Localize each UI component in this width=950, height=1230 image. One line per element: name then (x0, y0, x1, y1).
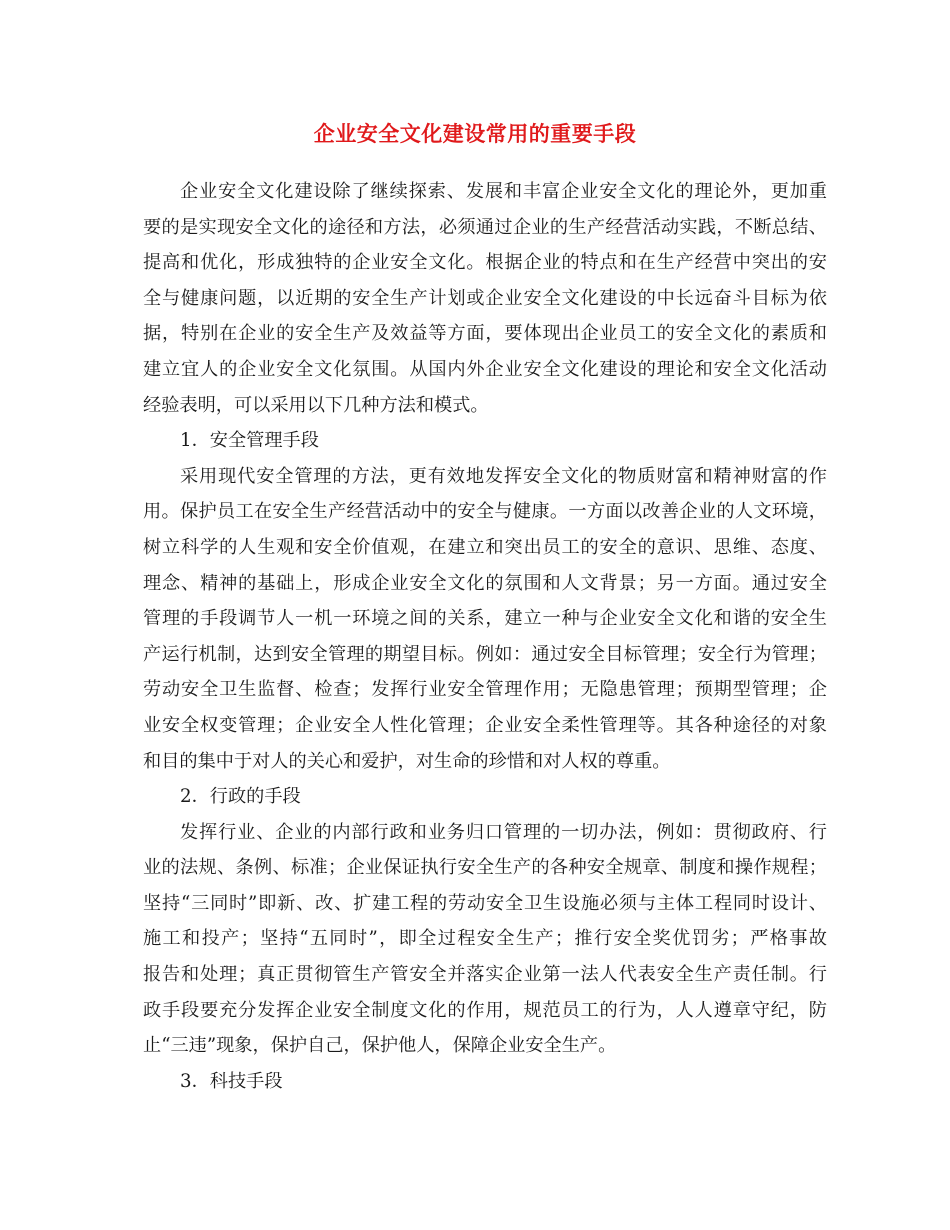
section-heading: 2．行政的手段 (180, 786, 301, 808)
paragraph-line: 用。保护员工在安全生产经营活动中的安全与健康。一方面以改善企业的人文环境， (143, 501, 827, 523)
paragraph-line: 发挥行业、企业的内部行政和业务归口管理的一切办法，例如：贯彻政府、行 (180, 821, 827, 843)
paragraph-line: 止“三违”现象，保护自己，保护他人，保障企业安全生产。 (143, 1035, 617, 1057)
paragraph-line: 管理的手段调节人一机一环境之间的关系，建立一种与企业安全文化和谐的安全生 (143, 608, 827, 630)
paragraph-line: 采用现代安全管理的方法，更有效地发挥安全文化的物质财富和精神财富的作 (180, 465, 827, 487)
document-title: 企业安全文化建设常用的重要手段 (313, 121, 637, 146)
paragraph-line: 业安全权变管理；企业安全人性化管理；企业安全柔性管理等。其各种途径的对象 (143, 714, 827, 736)
paragraph-line: 坚持“三同时”即新、改、扩建工程的劳动安全卫生设施必须与主体工程同时设计、 (143, 892, 827, 914)
paragraph-line: 劳动安全卫生监督、检查；发挥行业安全管理作用；无隐患管理；预期型管理；企 (143, 679, 827, 701)
paragraph-line: 提高和优化，形成独特的企业安全文化。根据企业的特点和在生产经营中突出的安 (143, 252, 827, 274)
paragraph-line: 业的法规、条例、标准；企业保证执行安全生产的各种安全规章、制度和操作规程； (143, 857, 827, 879)
paragraph-line: 建立宜人的企业安全文化氛围。从国内外企业安全文化建设的理论和安全文化活动 (143, 358, 827, 380)
paragraph-line: 产运行机制，达到安全管理的期望目标。例如：通过安全目标管理；安全行为管理； (143, 643, 827, 665)
paragraph-line: 树立科学的人生观和安全价值观，在建立和突出员工的安全的意识、思维、态度、 (143, 536, 827, 558)
section-heading: 3．科技手段 (180, 1070, 283, 1092)
paragraph-line: 据，特别在企业的安全生产及效益等方面，要体现出企业员工的安全文化的素质和 (143, 323, 827, 345)
paragraph-line: 企业安全文化建设除了继续探索、发展和丰富企业安全文化的理论外，更加重 (180, 181, 827, 202)
paragraph-line: 要的是实现安全文化的途径和方法，必须通过企业的生产经营活动实践，不断总结、 (143, 216, 827, 238)
paragraph-line: 和目的集中于对人的关心和爱护，对生命的珍惜和对人权的尊重。 (143, 750, 671, 772)
section-heading: 1．安全管理手段 (180, 430, 319, 452)
paragraph-line: 经验表明，可以采用以下几种方法和模式。 (143, 394, 489, 416)
paragraph-line: 全与健康问题，以近期的安全生产计划或企业安全文化建设的中长远奋斗目标为依 (143, 287, 827, 309)
paragraph-line: 报告和处理；真正贯彻管生产管安全并落实企业第一法人代表安全生产责任制。行 (143, 964, 827, 986)
document-body (143, 174, 827, 1099)
paragraph-line: 政手段要充分发挥企业安全制度文化的作用，规范员工的行为，人人遵章守纪，防 (143, 999, 827, 1021)
paragraph-line: 理念、精神的基础上，形成企业安全文化的氛围和人文背景；另一方面。通过安全 (143, 572, 827, 594)
paragraph-line: 施工和投产；坚持“五同时”，即全过程安全生产；推行安全奖优罚劣；严格事故 (143, 928, 827, 950)
